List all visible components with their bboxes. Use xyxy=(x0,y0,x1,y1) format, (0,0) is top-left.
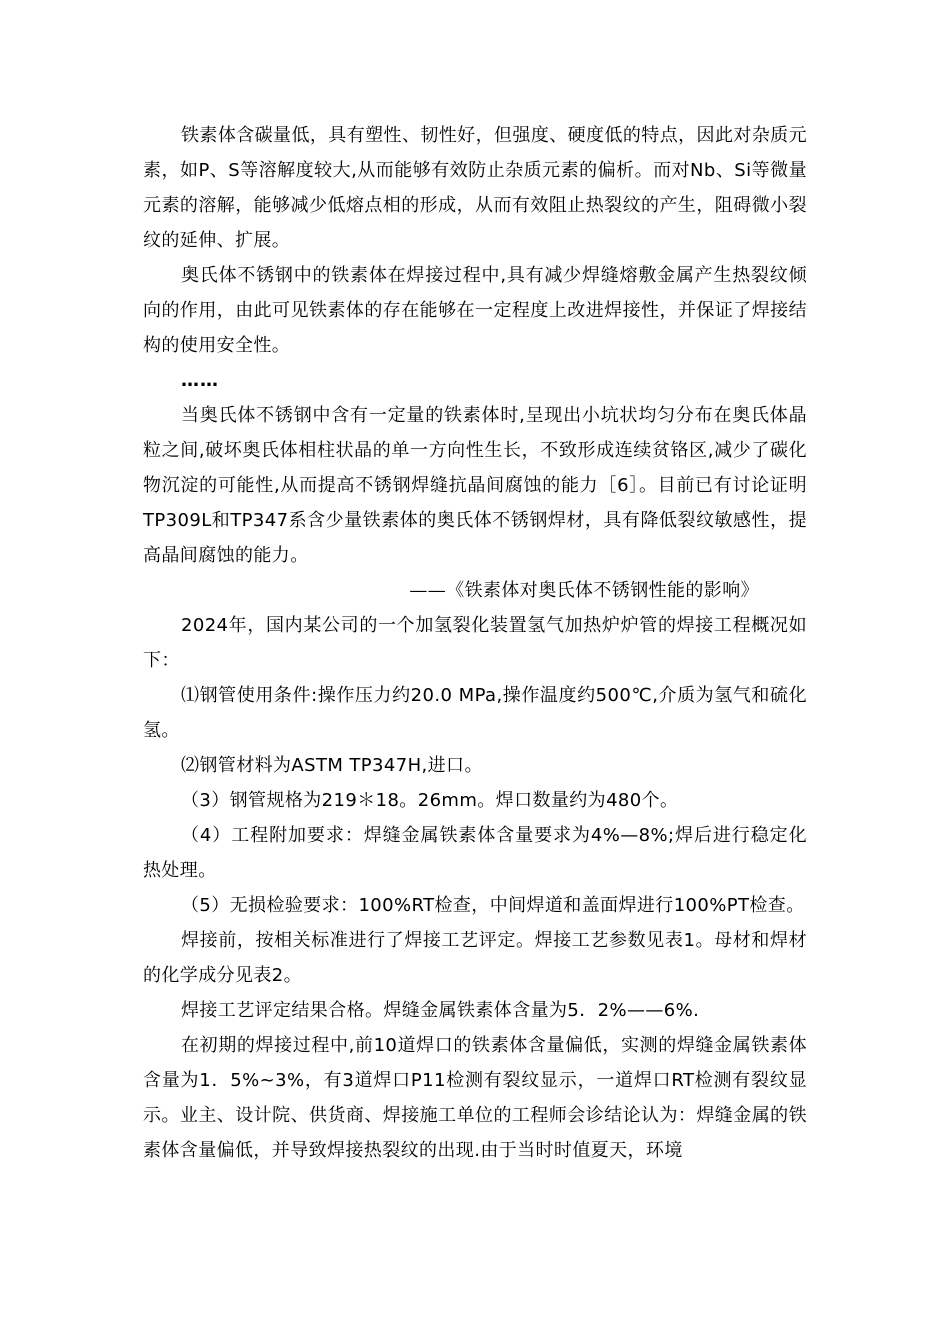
document-body xyxy=(143,118,807,1168)
paragraph-qualification-result: 焊接工艺评定结果合格。焊缝金属铁素体含量为5．2%——6%. xyxy=(181,1000,700,1021)
paragraph-intergranular-corrosion: 当奥氏体不锈钢中含有一定量的铁素体时,呈现出小坑状均匀分布在奥氏体晶粒之间,破坏奥氏体相柱状晶的单一方向性生长，不致形成连续贫铬区,减少了碳化物沉淀的可能性,从而提高不锈钢焊缝抗晶间腐蚀的能力［6］。目前已有讨论证明TP309L和TP347系含少量铁素体的奥氏体不锈钢焊材，具有降低裂纹敏感性，提高晶间腐蚀的能力。 xyxy=(143,405,807,566)
paragraph-ferrite-welding-role: 奥氏体不锈钢中的铁素体在焊接过程中,具有减少焊缝熔敷金属产生热裂纹倾向的作用，由此可见铁素体的存在能够在一定程度上改进焊接性，并保证了焊接结构的使用安全性。 xyxy=(143,265,807,356)
paragraph-project-overview: 2024年，国内某公司的一个加氢裂化装置氢气加热炉炉管的焊接工程概况如下： xyxy=(143,615,807,671)
list-item-service-conditions: ⑴钢管使用条件:操作压力约20.0 MPa,操作温度约500℃,介质为氢气和硫化氢。 xyxy=(143,685,807,741)
ellipsis-separator: …… xyxy=(181,370,219,391)
paragraph-ferrite-properties: 铁素体含碳量低，具有塑性、韧性好，但强度、硬度低的特点，因此对杂质元素，如P、S等溶解度较大,从而能够有效防止杂质元素的偏析。而对Nb、Si等微量元素的溶解，能够减少低熔点相的形成，从而有效阻止热裂纹的产生，阻碍微小裂纹的延伸、扩展。 xyxy=(143,125,807,251)
list-item-pipe-specification: （3）钢管规格为219＊18。26mm。焊口数量约为480个。 xyxy=(181,790,679,811)
source-citation: ——《铁素体对奥氏体不锈钢性能的影响》 xyxy=(409,580,759,601)
list-item-ndt-requirements: （5）无损检验要求：100%RT检查，中间焊道和盖面焊进行100%PT检查。 xyxy=(181,895,805,916)
paragraph-initial-welding-findings: 在初期的焊接过程中,前10道焊口的铁素体含量偏低，实测的焊缝金属铁素体含量为1．5%~3%，有3道焊口P11检测有裂纹显示，一道焊口RT检测有裂纹显示。业主、设计院、供货商、焊接施工单位的工程师会诊结论认为：焊缝金属的铁素体含量偏低，并导致焊接热裂纹的出现.由于当时时值夏天，环境 xyxy=(143,1035,807,1161)
list-item-additional-requirements: （4）工程附加要求：焊缝金属铁素体含量要求为4%—8%;焊后进行稳定化热处理。 xyxy=(143,825,807,881)
paragraph-procedure-qualification: 焊接前，按相关标准进行了焊接工艺评定。焊接工艺参数见表1。母材和焊材的化学成分见表2。 xyxy=(143,930,807,986)
list-item-pipe-material: ⑵钢管材料为ASTM TP347H,进口。 xyxy=(181,755,483,776)
